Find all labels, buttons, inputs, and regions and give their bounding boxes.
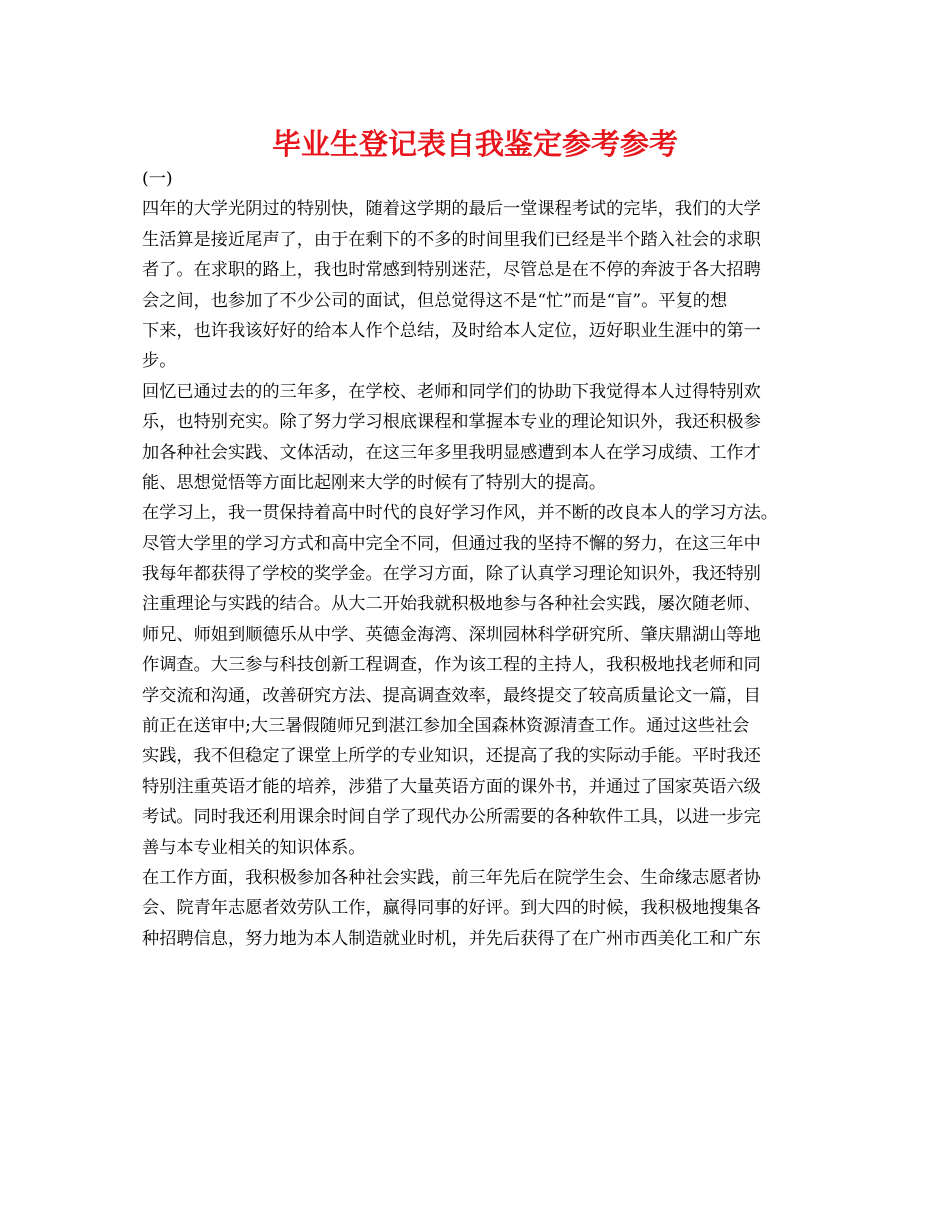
text-line: 四年的大学光阴过的特别快，随着这学期的最后一堂课程考试的完毕，我们的大学 — [142, 199, 761, 220]
text-line: 学交流和沟通，改善研究方法、提高调查效率，最终提交了较高质量论文一篇，目 — [142, 685, 761, 706]
text-line: 步。 — [142, 351, 177, 372]
text-line: 加各种社会实践、文体活动，在这三年多里我明显感遭到本人在学习成绩、工作才 — [142, 442, 761, 463]
text-line: 会、院青年志愿者效劳队工作，赢得同事的好评。到大四的时候，我积极地搜集各 — [142, 898, 761, 919]
text-line: 生活算是接近尾声了，由于在剩下的不多的时间里我们已经是半个踏入社会的求职 — [142, 229, 761, 250]
text-line: 种招聘信息，努力地为本人制造就业时机，并先后获得了在广州市西美化工和广东 — [142, 928, 761, 949]
text-line: 实践，我不但稳定了课堂上所学的专业知识，还提高了我的实际动手能。平时我还 — [142, 746, 761, 767]
text-line: (一) — [142, 169, 173, 189]
text-line: 考试。同时我还利用课余时间自学了现代办公所需要的各种软件工具，以进一步完 — [142, 807, 761, 828]
document-title: 毕业生登记表自我鉴定参考参考 — [271, 127, 678, 161]
text-line: 尽管大学里的学习方式和高中完全不同，但通过我的坚持不懈的努力，在这三年中 — [142, 533, 761, 554]
text-line: 会之间，也参加了不少公司的面试，但总觉得这不是“忙”而是“盲”。平复的想 — [142, 290, 728, 311]
text-line: 回忆已通过去的的三年多，在学校、老师和同学们的协助下我觉得本人过得特别欢 — [142, 381, 761, 402]
text-line: 在学习上，我一贯保持着高中时代的良好学习作风，并不断的改良本人的学习方法。 — [142, 503, 778, 524]
text-line: 能、思想觉悟等方面比起刚来大学的时候有了特别大的提高。 — [142, 472, 607, 493]
text-line: 善与本专业相关的知识体系。 — [142, 837, 366, 858]
text-line: 乐，也特别充实。除了努力学习根底课程和掌握本专业的理论知识外，我还积极参 — [142, 412, 761, 433]
text-line: 注重理论与实践的结合。从大二开始我就积极地参与各种社会实践，屡次随老师、 — [142, 594, 761, 615]
text-line: 特别注重英语才能的培养，涉猎了大量英语方面的课外书，并通过了国家英语六级 — [142, 776, 761, 797]
document-body — [142, 164, 832, 954]
text-line: 下来，也许我该好好的给本人作个总结，及时给本人定位，迈好职业生涯中的第一 — [142, 320, 761, 341]
text-line: 者了。在求职的路上，我也时常感到特别迷茫，尽管总是在不停的奔波于各大招聘 — [142, 260, 761, 281]
text-line: 作调查。大三参与科技创新工程调查，作为该工程的主持人，我积极地找老师和同 — [142, 655, 761, 676]
text-line: 我每年都获得了学校的奖学金。在学习方面，除了认真学习理论知识外，我还特别 — [142, 564, 761, 585]
text-line: 在工作方面，我积极参加各种社会实践，前三年先后在院学生会、生命缘志愿者协 — [142, 867, 761, 888]
text-line: 前正在送审中;大三暑假随师兄到湛江参加全国森林资源清查工作。通过这些社会 — [142, 716, 750, 737]
text-line: 师兄、师姐到顺德乐从中学、英德金海湾、深圳园林科学研究所、肇庆鼎湖山等地 — [142, 624, 761, 645]
